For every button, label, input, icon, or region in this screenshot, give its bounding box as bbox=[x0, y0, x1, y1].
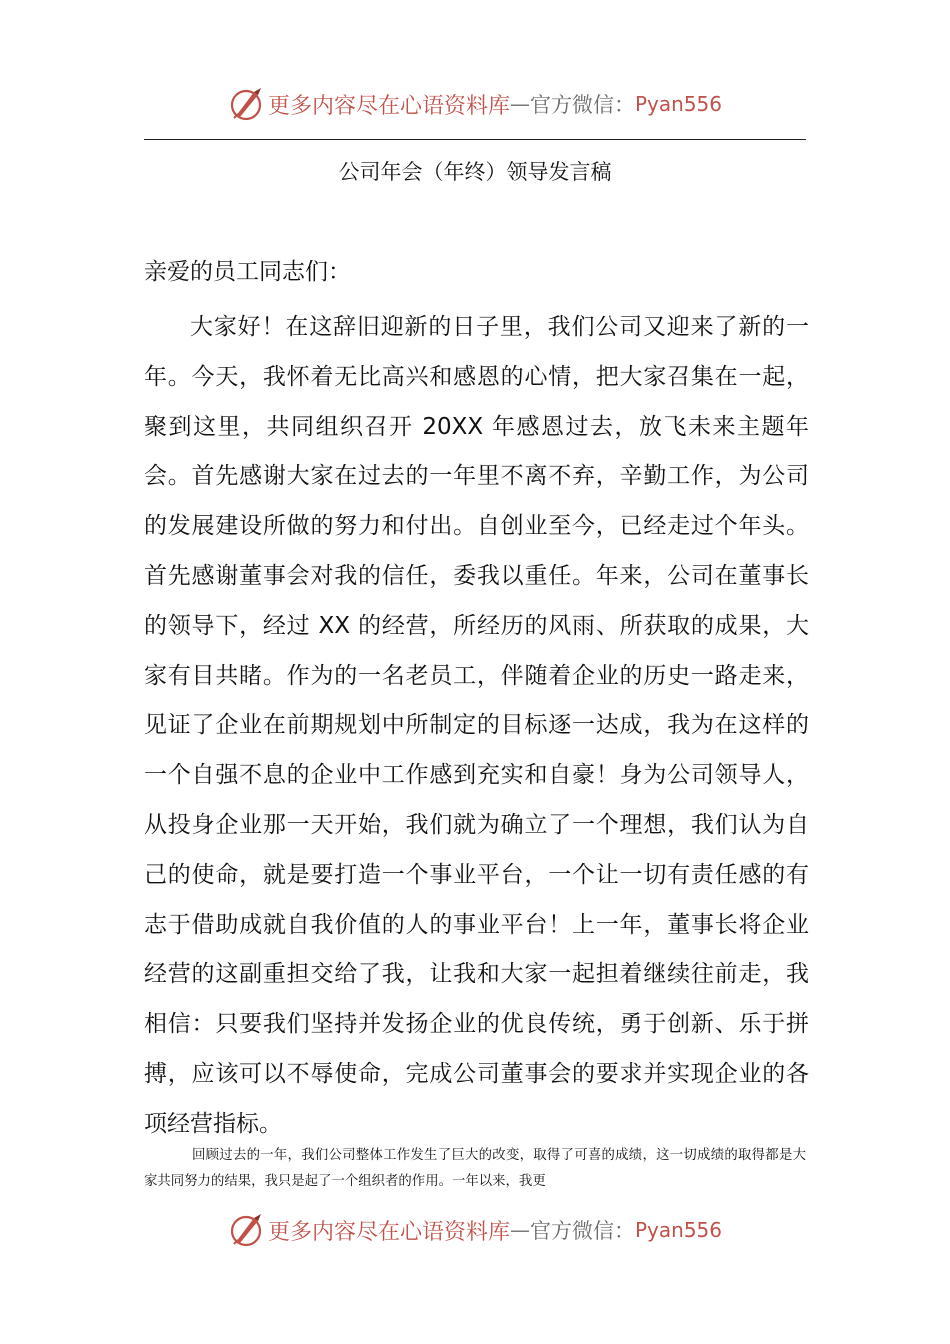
footer-dash: — bbox=[510, 1218, 530, 1242]
quill-pen-logo-icon bbox=[228, 86, 264, 122]
banner-main-text: 更多内容尽在心语资料库 bbox=[267, 93, 510, 119]
footer-main-text: 更多内容尽在心语资料库 bbox=[267, 1219, 510, 1245]
greeting: 亲爱的员工同志们： bbox=[144, 259, 351, 285]
quill-pen-logo-icon bbox=[228, 1212, 264, 1248]
paragraph-main: 大家好！在这辞旧迎新的日子里，我们公司又迎来了新的一年。今天，我怀着无比高兴和感恩的心情，把大家召集在一起，聚到这里，共同组织召开 20XX 年感恩过去，放飞未来主题年会。首先感谢大家在过去的一年里不离不弃，辛勤工作，为公司的发展建设所做的努力和付出。自创业至今，已经走过个年头。首先感谢董事会对我的信任，委我以重任。年来，公司在董事长的领导下，经过 XX 的经营，所经历的风雨、所获取的成果，大家有目共睹。作为的一名老员工，伴随着企业的历史一路走来，见证了企业在前期规划中所制定的目标逐一达成，我为在这样的一个自强不息的企业中工作感到充实和自豪！身为公司领导人，从投身企业那一天开始，我们就为确立了一个理想，我们认为自己的使命，就是要打造一个事业平台，一个让一切有责任感的有志于借助成就自我价值的人的事业平台！上一年，董事长将企业经营的这副重担交给了我，让我和大家一起担着继续往前走，我相信：只要我们坚持并发扬企业的优良传统，勇于创新、乐于拼搏，应该可以不辱使命，完成公司董事会的要求并实现企业的各项经营指标。 bbox=[144, 314, 809, 1137]
header-divider bbox=[144, 139, 806, 140]
footer-banner bbox=[0, 1208, 950, 1252]
document-title: 公司年会（年终）领导发言稿 bbox=[338, 160, 612, 184]
footer-wechat-id: Pyan556 bbox=[635, 1218, 723, 1242]
header-banner bbox=[0, 82, 950, 126]
footer-wechat-label: 官方微信： bbox=[530, 1219, 635, 1243]
banner-wechat-label: 官方微信： bbox=[530, 93, 635, 117]
banner-dash: — bbox=[510, 92, 530, 116]
paragraph-continued: 回顾过去的一年，我们公司整体工作发生了巨大的改变，取得了可喜的成绩，这一切成绩的取得都是大家共同努力的结果，我只是起了一个组织者的作用。一年以来，我更 bbox=[144, 1148, 806, 1189]
banner-wechat-id: Pyan556 bbox=[635, 92, 723, 116]
